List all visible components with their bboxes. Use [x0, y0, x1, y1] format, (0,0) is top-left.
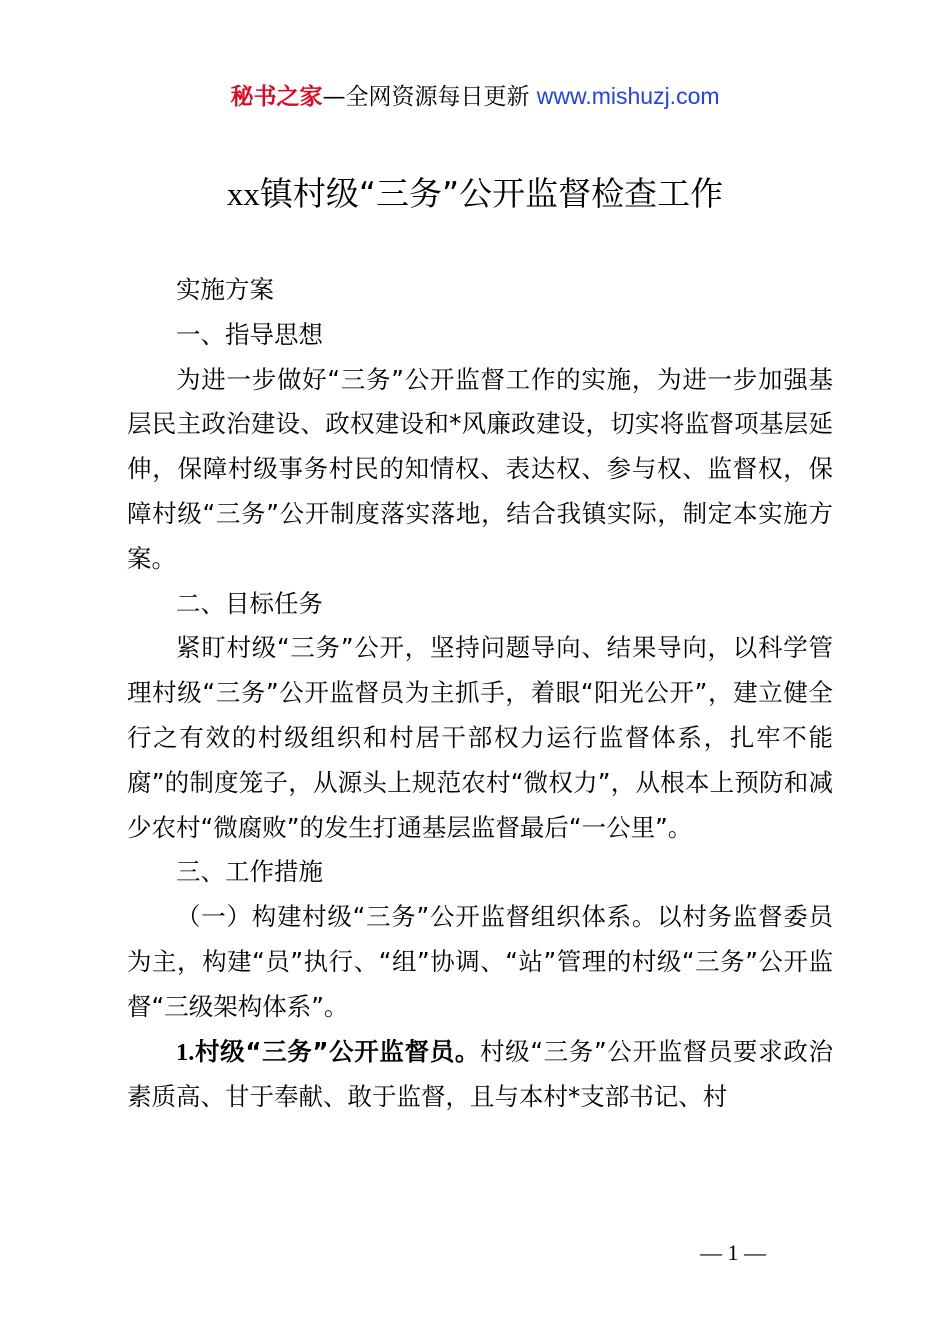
heading-target-tasks: 二、目标任务: [176, 588, 323, 618]
heading-guiding-ideology: 一、指导思想: [176, 319, 323, 349]
page-number: — 1 —: [700, 1240, 766, 1265]
paragraph-guiding-ideology: 为进一步做好“三务”公开监督工作的实施，为进一步加强基层民主政治建设、政权建设和*风廉政建设，切实将监督项基层延伸，保障村级事务村民的知情权、表达权、参与权、监督权，保障村级“三务”公开制度落实落地，结合我镇实际，制定本实施方案。: [127, 364, 833, 573]
heading-work-measures: 三、工作措施: [176, 857, 323, 887]
item-one-text: 村级“三务”公开监督员要求政治素质高、甘于奉献、敢于监督，且与本村*支部书记、村: [127, 1036, 834, 1112]
paragraph-plan-label: 实施方案: [176, 275, 274, 304]
document-title: [0, 170, 950, 219]
site-header: [0, 80, 950, 113]
item-one-lead-text: 村级“三务”公开监督员。: [194, 1036, 481, 1066]
paragraph-target-tasks: 紧盯村级“三务”公开，坚持问题导向、结果导向，以科学管理村级“三务”公开监督员为主抓手，着眼“阳光公开”，建立健全行之有效的村级组织和村居干部权力运行监督体系，扎牢不能腐”的制度笼子，从源头上规范农村“微权力”，从根本上预防和减少农村“微腐败”的发生打通基层监督最后“一公里”。: [127, 633, 833, 842]
brand-name: 秘书之家: [230, 84, 323, 110]
header-url[interactable]: www.mishuzj.com: [536, 83, 720, 109]
item-one-number: 1.: [176, 1038, 195, 1066]
paragraph-measure-one: （一）构建村级“三务”公开监督组织体系。以村务监督委员为主，构建“员”执行、“组”协调、“站”管理的村级“三务”公开监督“三级架构体系”。: [127, 902, 833, 1021]
title-text: 镇村级“三务”公开监督检查工作: [259, 174, 724, 213]
title-prefix: xx: [226, 177, 260, 213]
item-one-lead: [176, 1037, 480, 1066]
document-body: [127, 268, 833, 1120]
paragraph-item-one: [127, 1030, 833, 1121]
header-tagline: —全网资源每日更新: [322, 84, 537, 110]
